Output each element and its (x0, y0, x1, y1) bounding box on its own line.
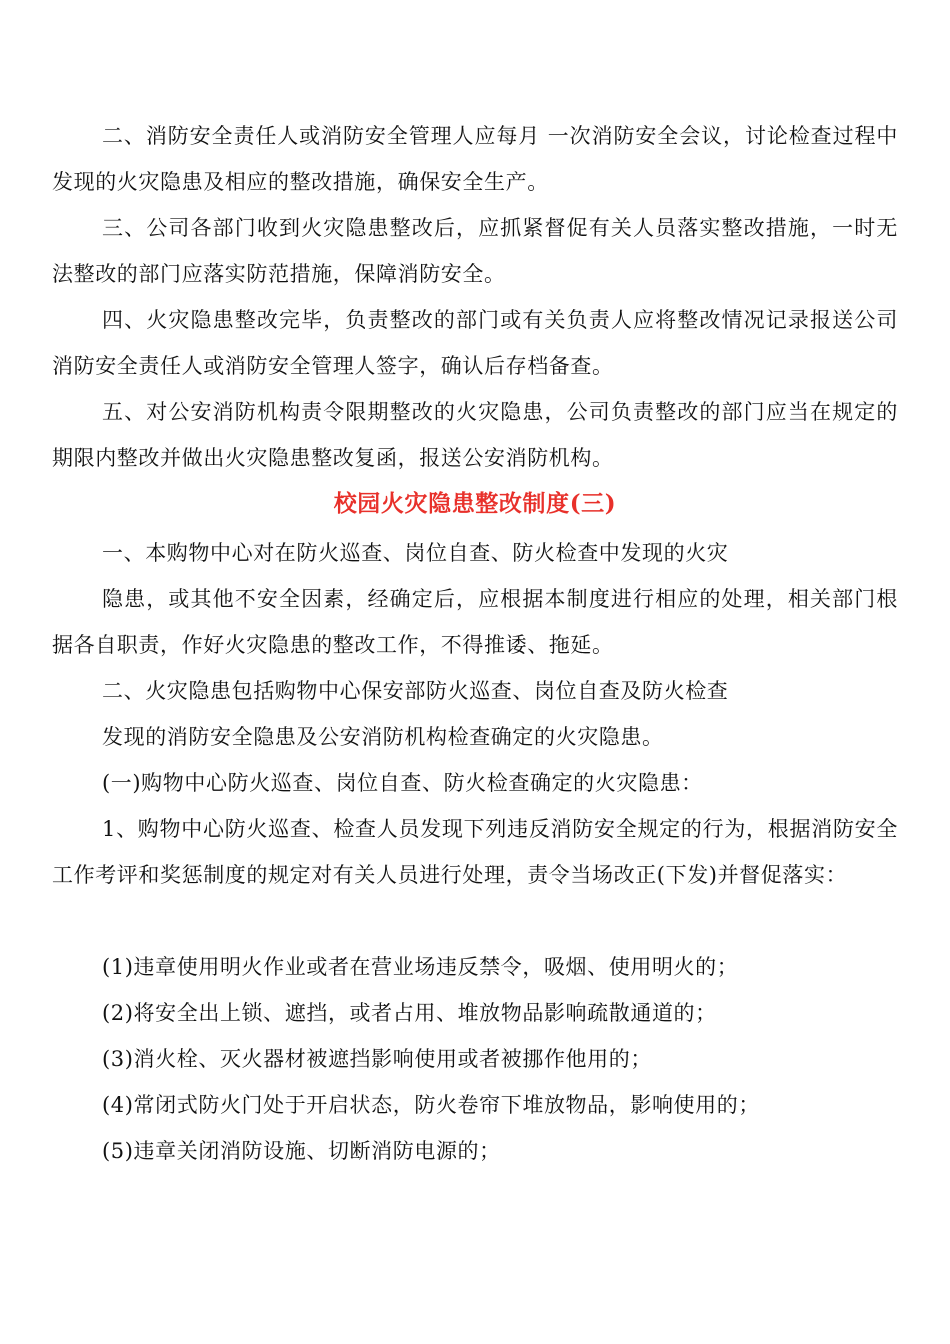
list-item-2: (2)将安全出上锁、遮挡，或者占用、堆放物品影响疏散通道的； (102, 1001, 717, 1025)
section-line-1: 一、本购物中心对在防火巡查、岗位自查、防火检查中发现的火灾 (102, 541, 729, 565)
paragraph-3: 三、公司各部门收到火灾隐患整改后，应抓紧督促有关人员落实整改措施，一时无法整改的部门应落实防范措施，保障消防安全。 (52, 216, 898, 286)
section-paragraph-hazard: 隐患，或其他不安全因素，经确定后，应根据本制度进行相应的处理，相关部门根据各自职责，作好火灾隐患的整改工作，不得推诿、拖延。 (52, 587, 898, 657)
list-item-4: (4)常闭式防火门处于开启状态，防火卷帘下堆放物品，影响使用的； (102, 1093, 760, 1117)
paragraph-5: 五、对公安消防机构责令限期整改的火灾隐患，公司负责整改的部门应当在规定的期限内整改并做出火灾隐患整改复函，报送公安消防机构。 (52, 400, 898, 470)
section-title: 校园火灾隐患整改制度(三) (333, 490, 617, 517)
list-item-5: (5)违章关闭消防设施、切断消防电源的； (102, 1139, 501, 1163)
list-item-1: (1)违章使用明火作业或者在营业场违反禁令，吸烟、使用明火的； (102, 955, 739, 979)
section-line-4: 发现的消防安全隐患及公安消防机构检查确定的火灾隐患。 (102, 725, 664, 749)
paragraph-2: 二、消防安全责任人或消防安全管理人应每月 一次消防安全会议，讨论检查过程中发现的火灾隐患及相应的整改措施，确保安全生产。 (52, 124, 898, 194)
list-item-3: (3)消火栓、灭火器材被遮挡影响使用或者被挪作他用的； (102, 1047, 652, 1071)
section-paragraph-rules: 1、购物中心防火巡查、检查人员发现下列违反消防安全规定的行为，根据消防安全工作考评和奖惩制度的规定对有关人员进行处理，责令当场改正(下发)并督促落实： (52, 817, 898, 887)
section-line-3: 二、火灾隐患包括购物中心保安部防火巡查、岗位自查及防火检查 (102, 679, 729, 703)
paragraph-4: 四、火灾隐患整改完毕，负责整改的部门或有关负责人应将整改情况记录报送公司消防安全责任人或消防安全管理人签字，确认后存档备查。 (52, 308, 898, 378)
section-subheading: (一)购物中心防火巡查、岗位自查、防火检查确定的火灾隐患： (102, 771, 703, 795)
